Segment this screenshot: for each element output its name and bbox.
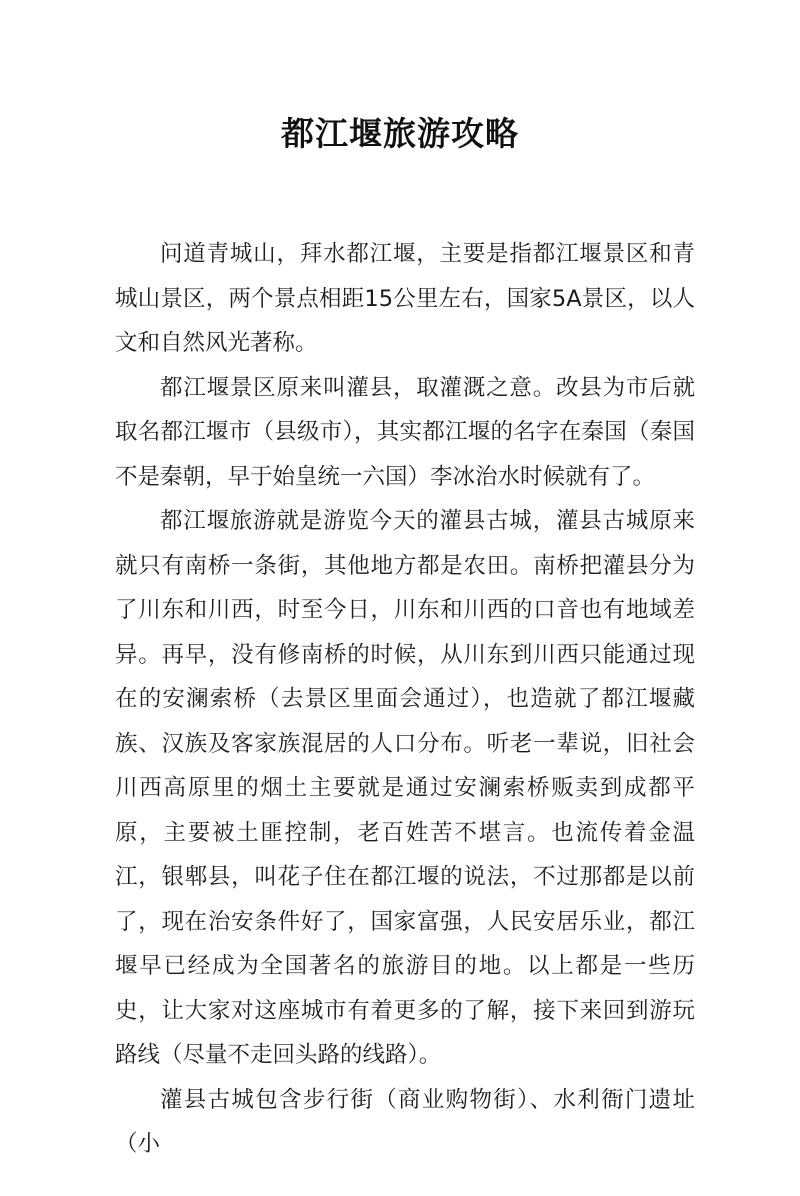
paragraph-old-town: 灌县古城包含步行街（商业购物街）、水利衙门遗址（小 <box>115 1086 695 1157</box>
document-title: 都江堰旅游攻略 <box>281 114 519 153</box>
document-body <box>115 232 695 1167</box>
paragraph-intro: 问道青城山，拜水都江堰，主要是指都江堰景区和青城山景区，两个景点相距15公里左右，国家5A景区，以人文和自然风光著称。 <box>115 241 695 356</box>
paragraph-history: 都江堰旅游就是游览今天的灌县古城，灌县古城原来就只有南桥一条街，其他地方都是农田。南桥把灌县分为了川东和川西，时至今日，川东和川西的口音也有地域差异。再早，没有修南桥的时候，从川东到川西只能通过现在的安澜索桥（去景区里面会通过），也造就了都江堰藏族、汉族及客家族混居的人口分布。听老一辈说，旧社会川西高原里的烟土主要就是通过安澜索桥贩卖到成都平原，主要被土匪控制，老百姓苦不堪言。也流传着金温江，银郫县，叫花子住在都江堰的说法，不过那都是以前了，现在治安条件好了，国家富强，人民安居乐业，都江堰早已经成为全国著名的旅游目的地。以上都是一些历史，让大家对这座城市有着更多的了解，接下来回到游玩路线（尽量不走回头路的线路）。 <box>115 508 695 1068</box>
paragraph-name-origin: 都江堰景区原来叫灌县，取灌溉之意。改县为市后就取名都江堰市（县级市），其实都江堰的名字在秦国（秦国不是秦朝，早于始皇统一六国）李冰治水时候就有了。 <box>115 374 695 490</box>
